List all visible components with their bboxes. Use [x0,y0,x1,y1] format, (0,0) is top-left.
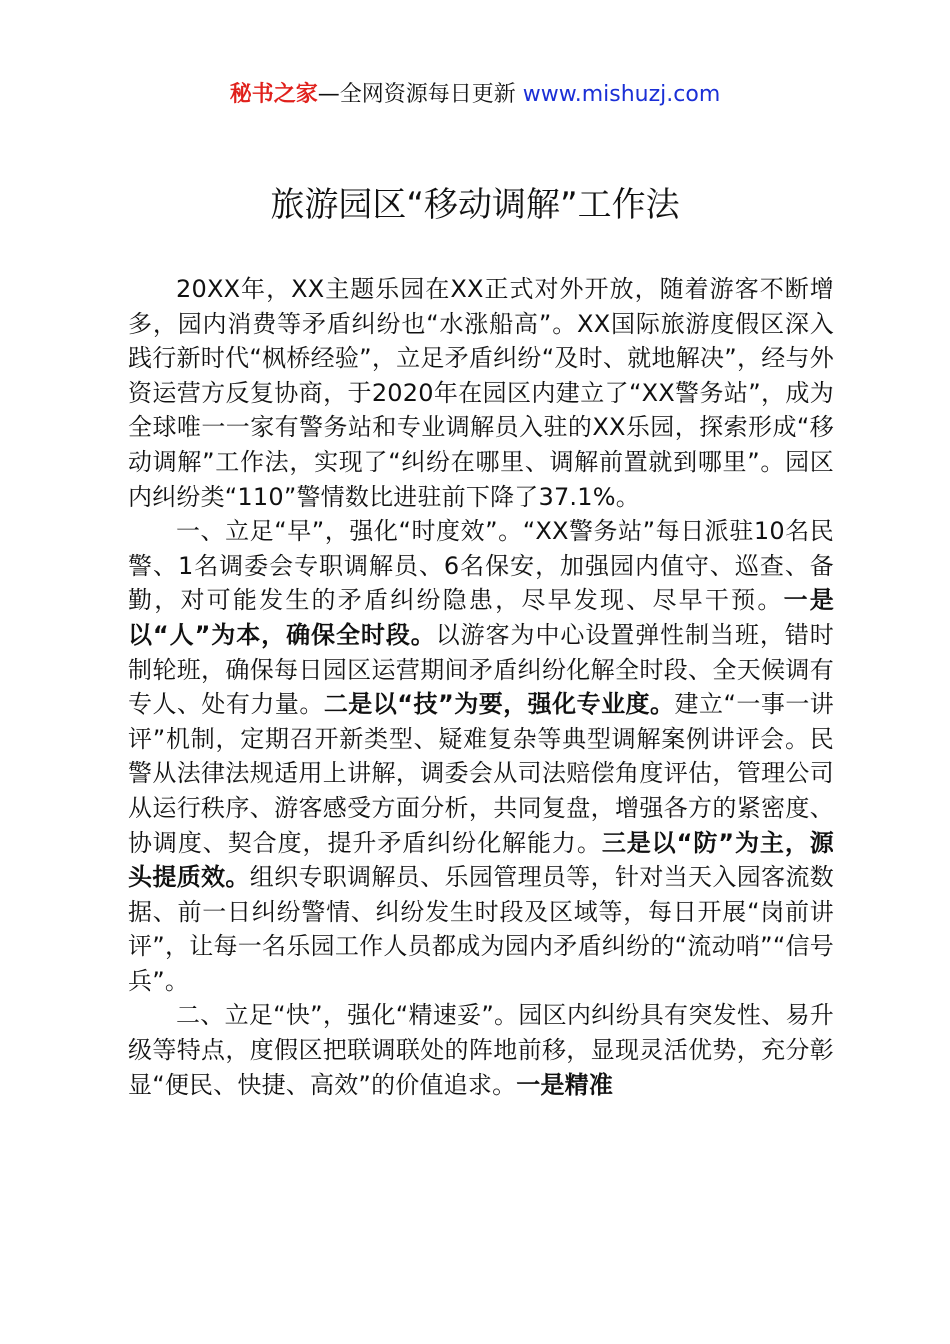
paragraph-intro [128,272,834,514]
bold-subheading: 一是精准 [516,1070,614,1099]
paragraph-text: 二、立足“快”，强化“精速妥”。园区内纠纷具有突发性、易升级等特点，度假区把联调联处的阵地前移，显现灵活优势，充分彰显“便民、快捷、高效”的价值追求。 [128,1001,834,1099]
document-title: 旅游园区“移动调解”工作法 [270,185,680,225]
paragraph-section-two [128,998,834,1102]
bold-subheading: 二是以“技”为要，强化专业度。 [323,690,675,719]
paragraph-section-one [128,514,834,998]
paragraph-text: 以游客为中心设置弹性制当班，错时制轮班，确保每日园区运营期间矛盾纠纷化解全时段、全天候调有专人、处有力量。 [128,620,834,719]
bold-subheading: 一是以“人”为本，确保全时段。 [128,586,835,649]
site-brand: 秘书之家 [229,82,318,107]
site-tagline: —全网资源每日更新 [317,82,523,107]
paragraph-text: 建立“一事一讲评”机制，定期召开新类型、疑难复杂等典型调解案例讲评会。民警从法律法规适用上讲解，调委会从司法赔偿角度评估，管理公司从运行秩序、游客感受方面分析，共同复盘，增强各方的紧密度、协调度、契合度，提升矛盾纠纷化解能力。 [128,690,834,857]
paragraph-text: 组织专职调解员、乐园管理员等，针对当天入园客流数据、前一日纠纷警情、纠纷发生时段及区域等，每日开展“岗前讲评”，让每一名乐园工作人员都成为园内矛盾纠纷的“流动哨”“信号兵”。 [128,863,834,995]
site-header [0,78,950,112]
paragraph-text: 20XX年，XX主题乐园在XX正式对外开放，随着游客不断增多，园内消费等矛盾纠纷也“水涨船高”。XX国际旅游度假区深入践行新时代“枫桥经验”，立足矛盾纠纷“及时、就地解决”，经与外资运营方反复协商，于2020年在园区内建立了“XX警务站”，成为全球唯一一家有警务站和专业调解员入驻的XX乐园，探索形成“移动调解”工作法，实现了“纠纷在哪里、调解前置就到哪里”。园区内纠纷类“110”警情数比进驻前下降了37.1%。 [128,275,834,511]
site-url-link[interactable]: www.mishuzj.com [522,82,721,107]
bold-subheading: 三是以“防”为主，源头提质效。 [128,828,834,892]
document-body [128,272,834,1102]
paragraph-text: 一、立足“早”，强化“时度效”。“XX警务站”每日派驻10名民警、1名调委会专职调解员、6名保安，加强园内值守、巡查、备勤，对可能发生的矛盾纠纷隐患，尽早发现、尽早干预。 [128,517,834,615]
